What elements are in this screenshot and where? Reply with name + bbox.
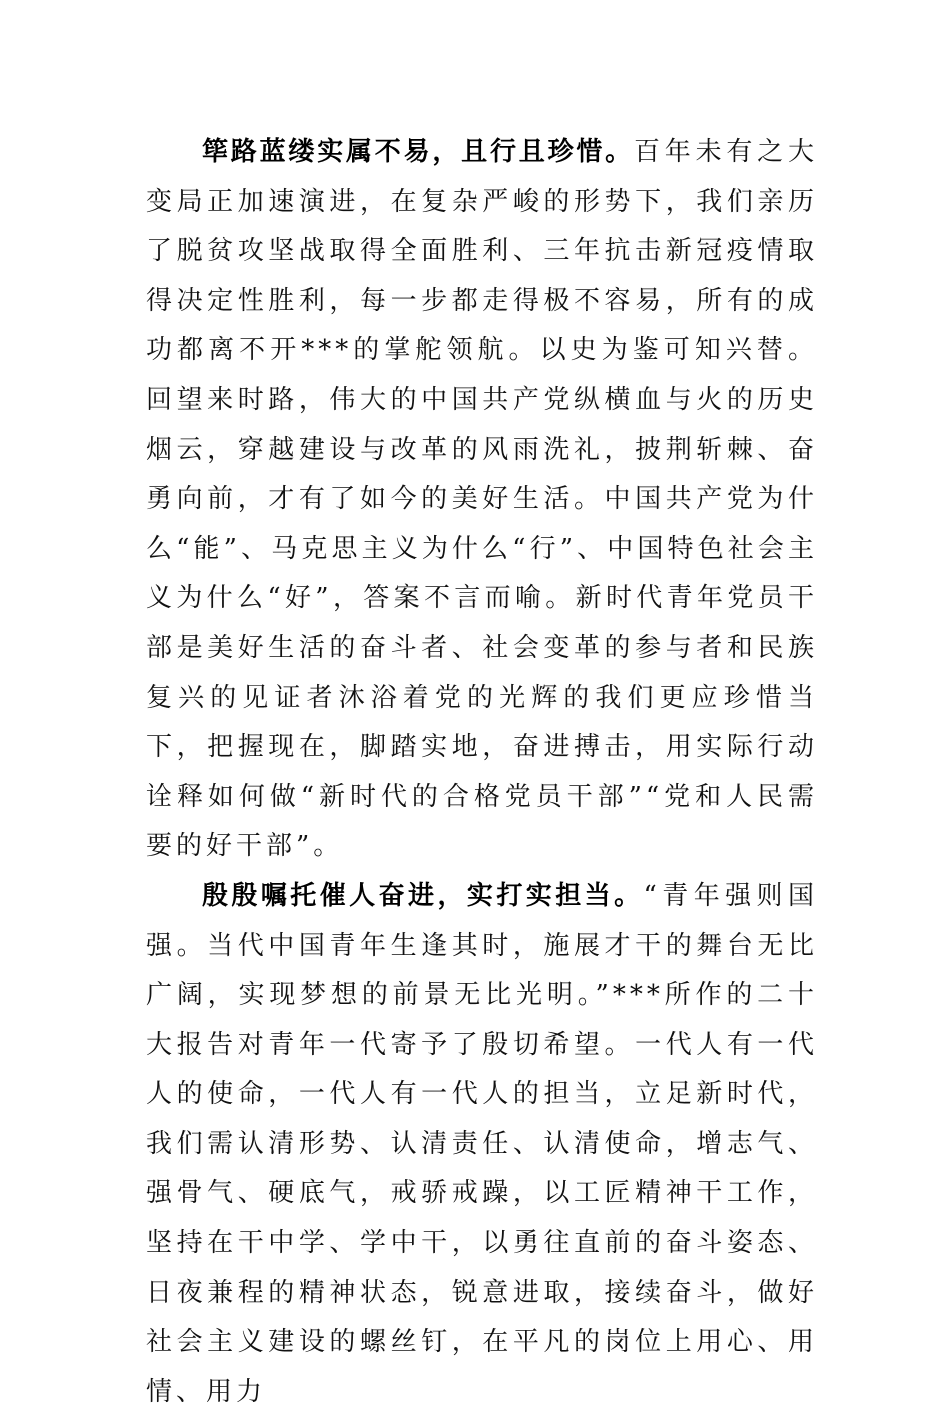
paragraph-2-text: “青年强则国强。当代中国青年生逢其时，施展才干的舞台无比广阔，实现梦想的前景无比光明。”***所作的二十大报告对青年一代寄予了殷切希望。一代人有一代人的使命，一代人有一代人的担当，立足新时代，我们需认清形势、认清责任、认清使命，增志气、强骨气、硬底气，戒骄戒躁，以工匠精神干工作，坚持在干中学、学中干，以勇往直前的奋斗姿态、日夜兼程的精神状态，锐意进取，接续奋斗，做好社会主义建设的螺丝钉，在平凡的岗位上用心、用情、用力 xyxy=(146,880,818,1407)
paragraph-2-lead: 殷殷嘱托催人奋进，实打实担当。 xyxy=(202,880,644,911)
paragraph-1-text: 百年未有之大变局正加速演进，在复杂严峻的形势下，我们亲历了脱贫攻坚战取得全面胜利、三年抗击新冠疫情取得决定性胜利，每一步都走得极不容易，所有的成功都离不开***的掌舵领航。以史为鉴可知兴替。回望来时路，伟大的中国共产党纵横血与火的历史烟云，穿越建设与改革的风雨洗礼，披荆斩棘、奋勇向前，才有了如今的美好生活。中国共产党为什么“能”、马克思主义为什么“行”、中国特色社会主义为什么“好”，答案不言而喻。新时代青年党员干部是美好生活的奋斗者、社会变革的参与者和民族复兴的见证者沐浴着党的光辉的我们更应珍惜当下，把握现在，脚踏实地，奋进搏击，用实际行动诠释如何做“新时代的合格党员干部”“党和人民需要的好干部”。 xyxy=(146,137,818,862)
document-body xyxy=(146,128,818,1417)
paragraph-1-lead: 筚路蓝缕实属不易，且行且珍惜。 xyxy=(202,137,634,167)
paragraph-1 xyxy=(146,128,818,872)
paragraph-2 xyxy=(146,872,818,1417)
